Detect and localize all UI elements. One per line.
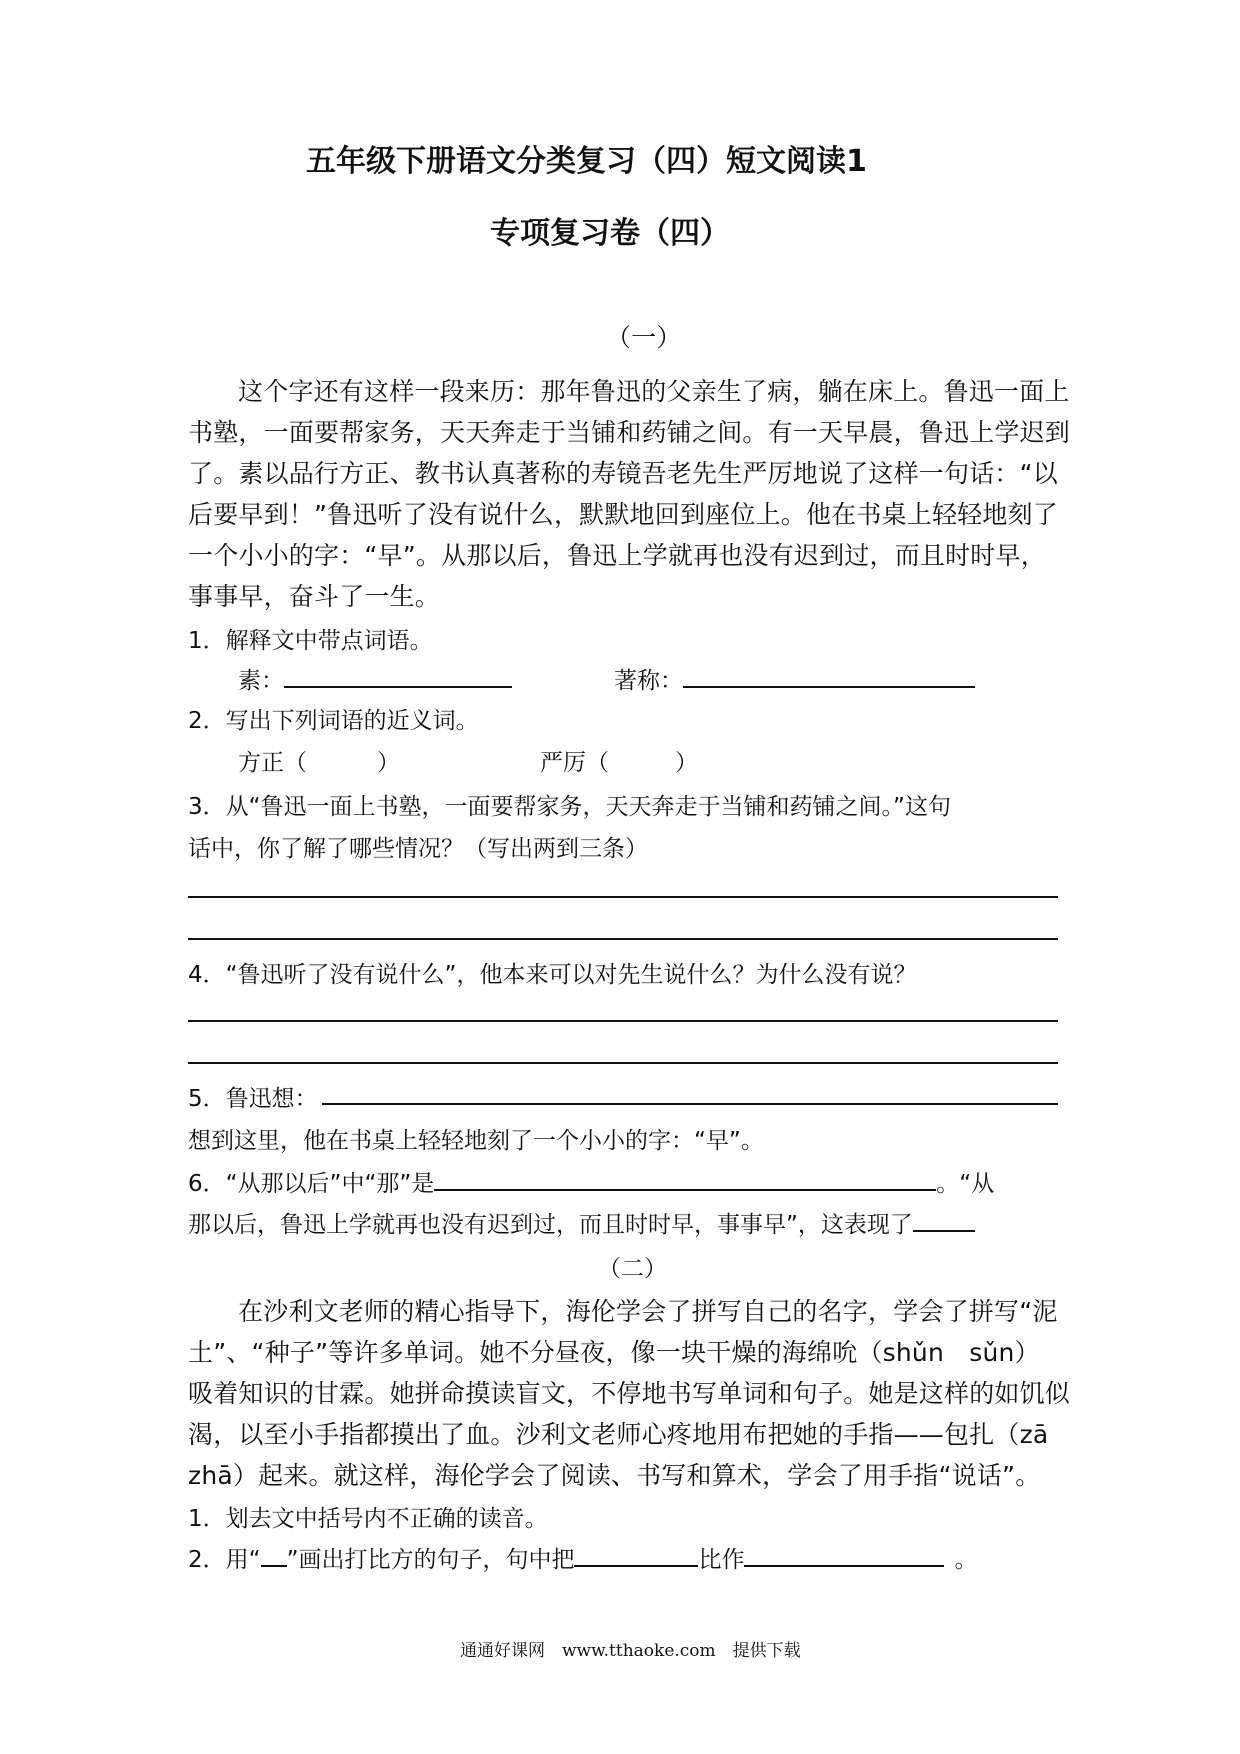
section-heading: （一）: [606, 323, 682, 352]
question-2: [188, 1541, 977, 1574]
question-2-compare: 比作: [698, 1547, 745, 1573]
question-4: 4．“鲁迅听了没有说什么”，他本来可以对先生说什么？为什么没有说？: [188, 962, 917, 988]
answer-close: ）: [377, 750, 400, 776]
question-3-cont: 话中，你了解了哪些情况？（写出两到三条）: [188, 836, 648, 862]
question-2-pre: 2．用“: [188, 1547, 261, 1573]
question-5: 5．鲁迅想：: [188, 1086, 318, 1112]
question-2: 2．写出下列词语的近义词。: [188, 708, 479, 734]
passage-line: 书塾，一面要帮家务，天天奔走于当铺和药铺之间。有一天早晨，鲁迅上学迟到: [188, 418, 1071, 447]
answer-blank[interactable]: [284, 685, 512, 688]
answer-line[interactable]: [188, 896, 1058, 898]
answer-blank[interactable]: [913, 1229, 975, 1232]
question-6-after: 。“从: [936, 1171, 995, 1197]
page-footer: 通通好课网 www.tthaoke.com 提供下载: [460, 1641, 801, 1661]
answer-label: 方正（: [238, 750, 307, 776]
answer-line[interactable]: [188, 938, 1058, 940]
section-heading: （二）: [598, 1256, 667, 1282]
question-6: [188, 1165, 994, 1198]
answer-blank[interactable]: [683, 685, 975, 688]
passage-line: zhā）起来。就这样，海伦学会了阅读、书写和算术，学会了用手指“说话”。: [188, 1461, 1041, 1490]
page-subtitle: 专项复习卷（四）: [490, 216, 730, 251]
passage-line: 渴，以至小手指都摸出了血。沙利文老师心疼地用布把她的手指——包扎（zā: [188, 1420, 1049, 1449]
question-6-label: 6．“从那以后”中“那”是: [188, 1171, 435, 1197]
answer-label: 素：: [238, 668, 284, 694]
underline-sample: [261, 1564, 287, 1567]
page-title: 五年级下册语文分类复习（四）短文阅读1: [306, 144, 867, 179]
question-5-cont: 想到这里，他在书桌上轻轻地刻了一个小小的字：“早”。: [188, 1128, 764, 1154]
question-6-cont: [188, 1206, 975, 1239]
question-6-line2: 那以后，鲁迅上学就再也没有迟到过，而且时时早，事事早”，这表现了: [188, 1212, 913, 1238]
answer-line[interactable]: [188, 1020, 1058, 1022]
answer-blank[interactable]: [434, 1188, 936, 1191]
question-2-item-a: [238, 744, 400, 777]
question-1: 1．解释文中带点词语。: [188, 628, 433, 654]
question-1: 1．划去文中括号内不正确的读音。: [188, 1506, 548, 1532]
question-3: 3．从“鲁迅一面上书塾，一面要帮家务，天天奔走于当铺和药铺之间。”这句: [188, 794, 951, 820]
question-2-end: 。: [954, 1547, 978, 1573]
passage-line: 在沙利文老师的精心指导下，海伦学会了拼写自己的名字，学会了拼写“泥: [238, 1297, 1058, 1326]
answer-blank[interactable]: [574, 1564, 698, 1567]
passage-line: 后要早到！”鲁迅听了没有说什么，默默地回到座位上。他在书桌上轻轻地刻了: [188, 500, 1058, 529]
passage-line: 这个字还有这样一段来历：那年鲁迅的父亲生了病，躺在床上。鲁迅一面上: [238, 377, 1070, 406]
answer-close: ）: [675, 750, 698, 776]
question-2-item-b: [540, 744, 698, 777]
answer-blank[interactable]: [744, 1564, 944, 1567]
passage-line: 一个小小的字：“早”。从那以后，鲁迅上学就再也没有迟到过，而且时时早，: [188, 541, 1046, 570]
passage-line: 了。素以品行方正、教书认真著称的寿镜吾老先生严厉地说了这样一句话：“以: [188, 459, 1058, 488]
passage-line: 吸着知识的甘霖。她拼命摸读盲文，不停地书写单词和句子。她是这样的如饥似: [188, 1379, 1071, 1408]
question-1-item-b: [614, 662, 975, 695]
answer-line[interactable]: [188, 1062, 1058, 1064]
passage-line: 事事早，奋斗了一生。: [188, 582, 441, 611]
answer-label: 严厉（: [540, 750, 609, 776]
passage-line: 土”、“种子”等许多单词。她不分昼夜，像一块干燥的海绵吮（shǔn sǔn）: [188, 1338, 1040, 1367]
answer-line[interactable]: [322, 1103, 1058, 1105]
question-2-mid: ”画出打比方的句子，句中把: [286, 1547, 575, 1573]
answer-label: 著称：: [614, 668, 683, 694]
question-1-item-a: [238, 662, 512, 695]
